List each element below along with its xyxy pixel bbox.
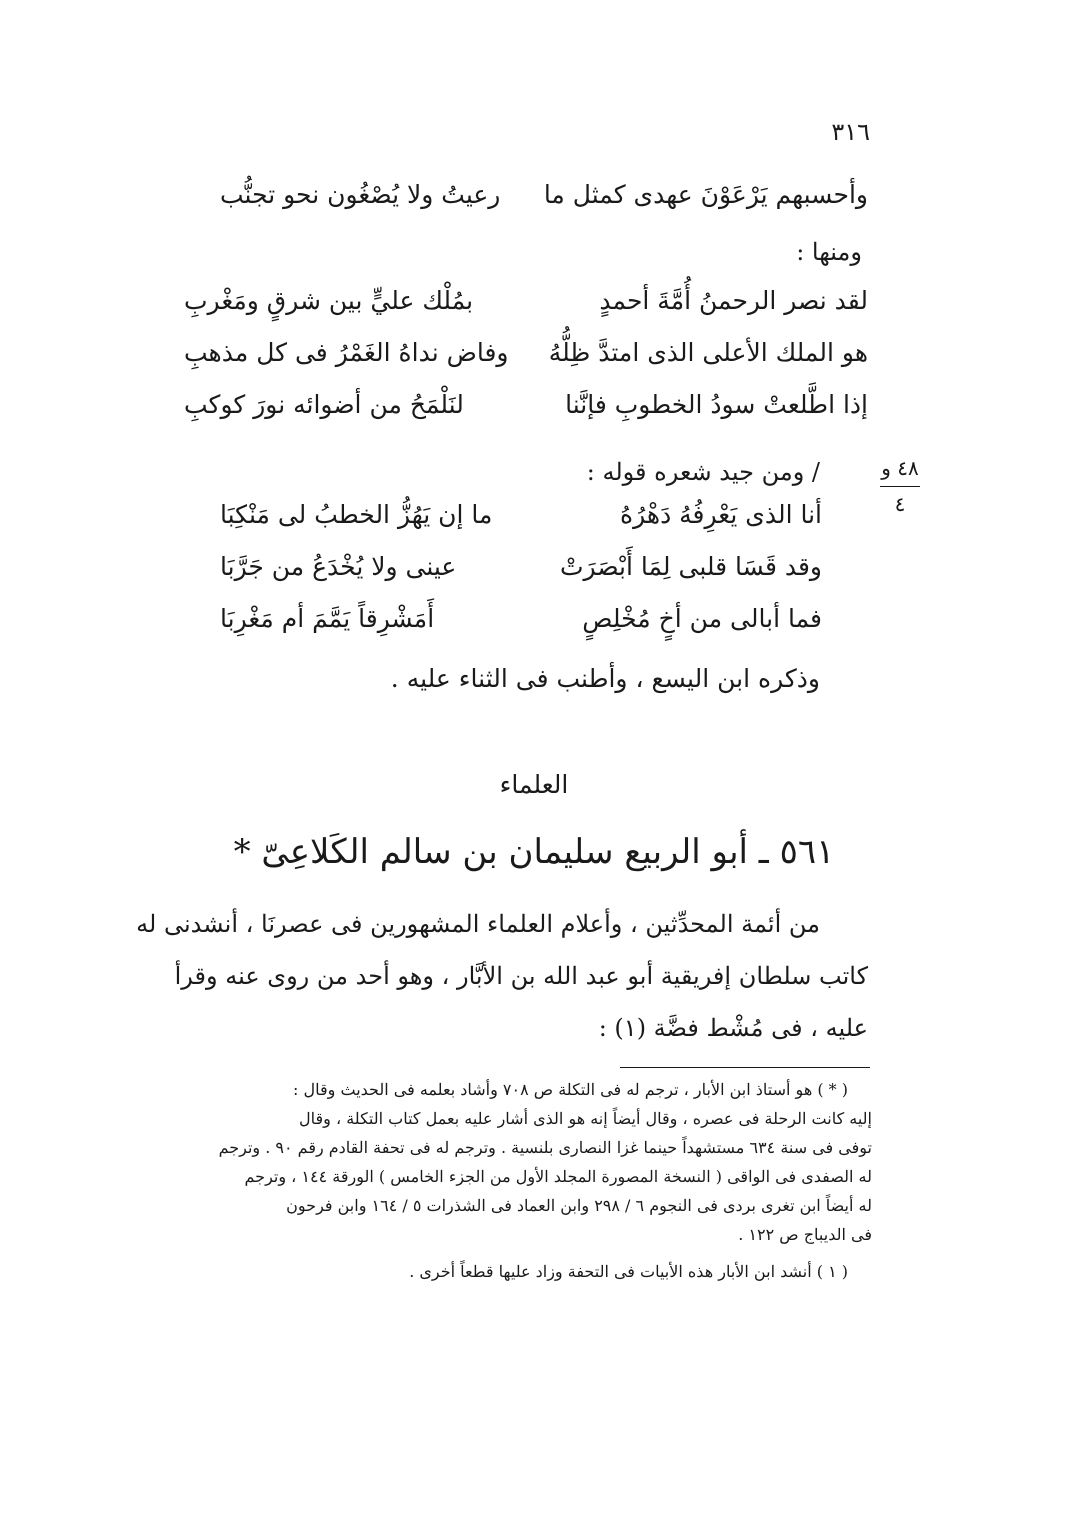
intro-minha: ومنها : <box>796 238 862 266</box>
verse-right-hemistich: وأحسبهم يَرْعَوْنَ عهدى كمثل ما <box>543 180 868 209</box>
verse-line <box>160 390 868 430</box>
footnote-line: له أيضاً ابن تغرى بردى فى النجوم ٦ / ٢٩٨ وابن العماد فى الشذرات ٥ / ١٦٤ وابن فرحون <box>286 1196 872 1215</box>
verse-line <box>210 500 822 540</box>
footnote-line: إليه كانت الرحلة فى عصره ، وقال أيضاً إنه هو الذى أشار عليه بعمل كتاب التكلة ، وقال <box>298 1109 872 1128</box>
verse-line <box>210 604 822 644</box>
body-line: كاتب سلطان إفريقية أبو عبد الله بن الأبَّار ، وهو أحد من روى عنه وقرأ <box>174 962 868 990</box>
verse-right-hemistich: أنا الذى يَعْرِفُهُ دَهْرُهُ <box>620 500 822 529</box>
verse-right-hemistich: لقد نصر الرحمنُ أُمَّةَ أحمدٍ <box>599 286 868 315</box>
verse-right-hemistich: فما أبالى من أخٍ مُخْلِصٍ <box>582 604 822 633</box>
margin-folio-bottom: ٤ <box>894 492 906 516</box>
verse-left-hemistich: رعيتُ ولا يُصْغُون نحو تجنُّب <box>220 180 501 209</box>
footnote-line: له الصفدى فى الواقى ( النسخة المصورة المجلد الأول من الجزء الخامس ) الورقة ١٤٤ ، وترجم <box>244 1167 872 1186</box>
verse-left-hemistich: وفاض نداهُ الغَمْرُ فى كل مذهبِ <box>184 338 509 367</box>
verse-left-hemistich: أَمَشْرِقاً يَمَّمَ أم مَغْرِبَا <box>220 604 435 633</box>
footnote-line: ( ١ ) أنشد ابن الأبار هذه الأبيات فى التحفة وزاد عليها قطعاً أخرى . <box>409 1262 848 1281</box>
verse-left-hemistich: بمُلْك عليٍّ بين شرقٍ ومَغْربِ <box>184 286 474 315</box>
footnote-separator <box>620 1067 870 1068</box>
footnote-line: فى الديباج ص ١٢٢ . <box>738 1225 872 1244</box>
entry-heading: ٥٦١ ـ أبو الربيع سليمان بن سالم الكَلاعِىّ * <box>233 832 835 872</box>
verse-right-hemistich: إذا اطَّلعتْ سودُ الخطوبِ فإنَّنا <box>565 390 868 419</box>
margin-folio-rule <box>880 486 920 487</box>
section-heading: العلماء <box>499 770 569 799</box>
verse-right-hemistich: هو الملك الأعلى الذى امتدَّ ظِلُّهُ <box>548 338 868 367</box>
verse-left-hemistich: ما إن يَهُزُّ الخطبُ لى مَنْكِبَا <box>220 500 493 529</box>
closing-line: وذكره ابن اليسع ، وأطنب فى الثناء عليه . <box>390 664 820 693</box>
verse-left-hemistich: لنَلْمَحُ من أضوائه نورَ كوكبِ <box>184 390 464 419</box>
margin-folio-top: ٤٨ و <box>881 456 919 480</box>
verse-line <box>160 338 868 378</box>
footnote-line: ( * ) هو أستاذ ابن الأبار ، ترجم له فى التكلة ص ٧٠٨ وأشاد بعلمه فى الحديث وقال : <box>293 1080 848 1099</box>
verse-line <box>210 552 822 592</box>
verse-left-hemistich: عينى ولا يُخْدَعُ من جَرَّبَا <box>220 552 457 581</box>
intro-jayyid: / ومن جيد شعره قوله : <box>586 458 820 486</box>
body-line: من أئمة المحدِّثين ، وأعلام العلماء المشهورين فى عصرنَا ، أنشدنى له <box>136 910 820 938</box>
footnote-line: توفى فى سنة ٦٣٤ مستشهداً حينما غزا النصارى بلنسية . وترجم له فى تحفة القادم رقم ٩٠ . وترجم <box>218 1138 872 1157</box>
verse-line <box>160 286 868 326</box>
body-line: عليه ، فى مُشْط فضَّة (١) : <box>598 1014 868 1042</box>
opening-verse <box>160 180 868 220</box>
verse-right-hemistich: وقد قَسَا قلبى لِمَا أَبْصَرَتْ <box>559 552 822 581</box>
page-number: ٣١٦ <box>831 118 870 146</box>
